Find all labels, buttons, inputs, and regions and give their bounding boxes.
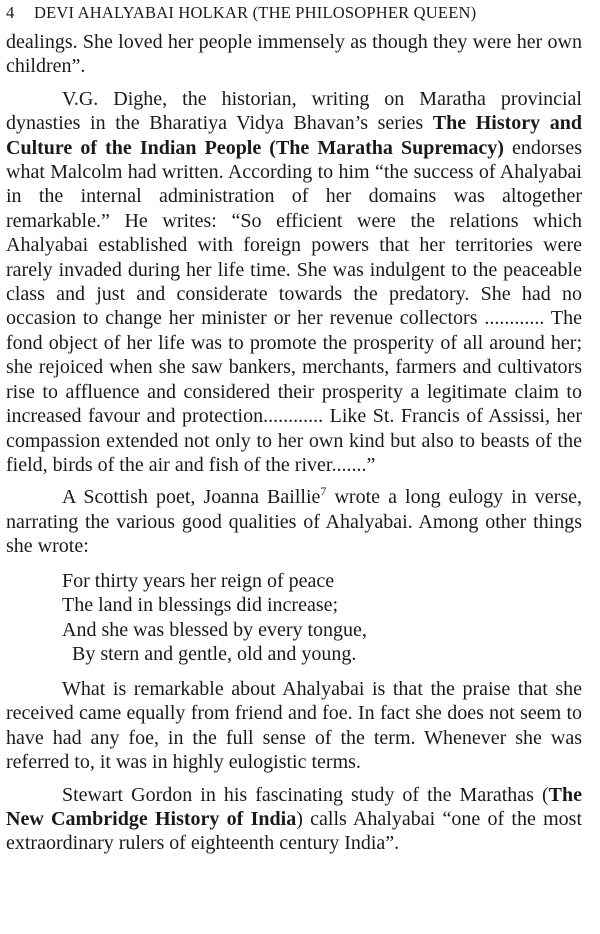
paragraph-baillie-text-1: A Scottish poet, Joanna Baillie bbox=[62, 486, 321, 509]
paragraph-gordon bbox=[6, 783, 582, 856]
footnote-marker: 7 bbox=[320, 484, 327, 499]
poem-line: And she was blessed by every tongue, bbox=[62, 618, 367, 641]
paragraph-gordon-text-2: ) calls Ahalyabai “one of the most extraordinary rulers of eighteenth century India”. bbox=[6, 807, 583, 855]
running-head: DEVI AHALYABAI HOLKAR (THE PHILOSOPHER QUEEN) bbox=[34, 3, 477, 22]
paragraph-dighe-text-2: endorses what Malcolm had written. According to him “the success of Ahalyabai in the internal administration of her domains was altogether remarkable.” He writes: “So efficient were the relations which Ahalyabai established with foreign powers that her territories were rarely invaded during her life time. She was indulgent to the peaceable class and just and considerate towards the predatory. She had no occasion to change her minister or her revenue collectors ............ The fond object of her life was to promote the prosperity of all around her; she rejoiced when she saw bankers, merchants, farmers and cultivators rise to affluence and considered their prosperity a legitimate claim to increased favour and protection............ Like St. Francis of Assissi, her compassion extended not only to her own kind but also to beasts of the field, birds of the air and fish of the river.......” bbox=[6, 136, 582, 476]
paragraph-continued: dealings. She loved her people immensely as though they were her own children”. bbox=[6, 31, 582, 78]
poem-quote bbox=[62, 569, 582, 667]
paragraph-dighe bbox=[6, 87, 582, 478]
poem-line: The land in blessings did increase; bbox=[62, 594, 339, 617]
page-number: 4 bbox=[6, 3, 15, 22]
paragraph-baillie-text-2: wrote a long eulogy in verse, narrating the various good qualities of Ahalyabai. Among other things she wrote: bbox=[6, 486, 582, 558]
book-title-history-culture: The History and Culture of the Indian People (The Maratha Supremacy) bbox=[6, 112, 582, 159]
paragraph-gordon-text-1: Stewart Gordon in his fascinating study of the Marathas ( bbox=[62, 783, 549, 806]
poem-line: For thirty years her reign of peace bbox=[62, 569, 335, 592]
body-text bbox=[6, 30, 582, 856]
paragraph-baillie bbox=[6, 485, 582, 558]
paragraph-dighe-text-1: V.G. Dighe, the historian, writing on Maratha provincial dynasties in the Bharatiya Vidya Bhavan’s series bbox=[6, 87, 582, 135]
book-title-cambridge-history: The New Cambridge History of India bbox=[6, 783, 582, 830]
paragraph-remarkable: What is remarkable about Ahalyabai is that the praise that she received came equally from friend and foe. In fact she does not seem to have had any foe, in the full sense of the term. Whenever she was referred to, it was in highly eulogistic terms. bbox=[6, 677, 582, 774]
poem-line: By stern and gentle, old and young. bbox=[72, 643, 357, 666]
page-header bbox=[6, 0, 582, 30]
